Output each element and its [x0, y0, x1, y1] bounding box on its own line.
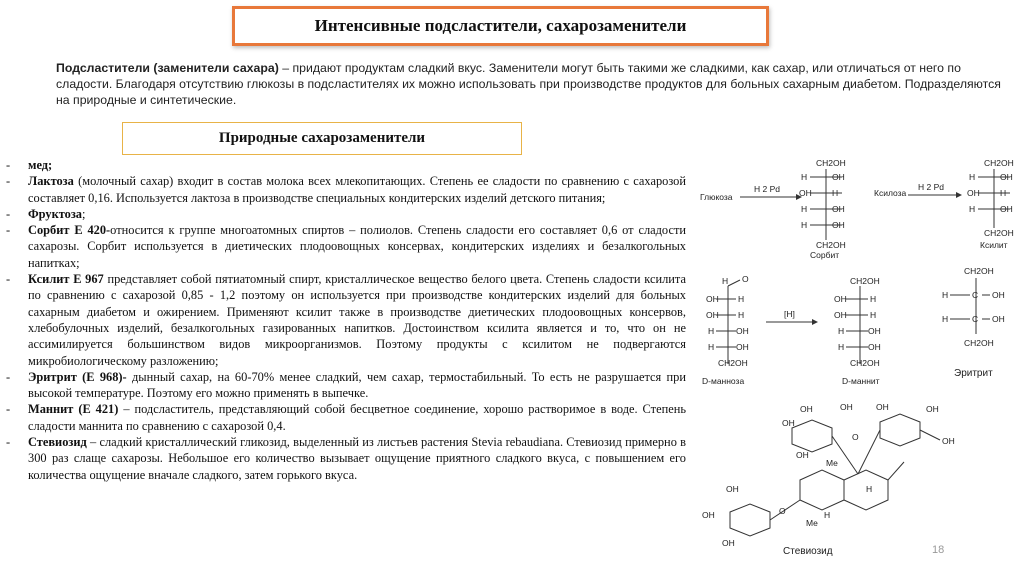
intro-paragraph — [56, 60, 1016, 108]
oh-group: OH — [1000, 204, 1013, 214]
o-atom: O — [779, 506, 786, 516]
oh-group: OH — [702, 510, 715, 520]
item-name: мед; — [28, 158, 53, 172]
ch2oh-top: CH2OH — [964, 266, 994, 276]
xylose-xylit-scheme — [872, 152, 1022, 252]
list-dash: - — [6, 206, 11, 221]
h-atom: H — [942, 314, 949, 324]
c-atom: C — [972, 314, 979, 324]
slide-title — [232, 6, 769, 46]
bond — [920, 430, 940, 440]
h-atom: H — [824, 510, 831, 520]
intro-bold: Подсластители (заменители сахара) — [56, 61, 279, 75]
oh-group: OH — [726, 484, 739, 494]
item-text: дынный сахар, на 60-70% менее сладкий, чем сахар, термостабильный. То есть не разрушается при высокой температуре. Поэтому его можно применять в выпечке. — [28, 369, 686, 401]
oh-group: OH — [736, 342, 749, 352]
item-name: Стевиозид — [28, 435, 87, 450]
list-dash: - — [6, 369, 11, 384]
erythrit-label: Эритрит — [954, 368, 993, 379]
glucose-label: Глюкоза — [700, 192, 733, 202]
h-atom: H — [838, 342, 845, 352]
item-text: представляет собой пятиатомный спирт, кристаллическое вещество белого цвета. Степень сладости ксилита по сравнению с сахарозой 0,85 - 1,2 поэтому он используется при производстве кондитерских изделий для больных сахарным диабетом и ожирением. Применяют ксилит также в производстве диетических плодоовощных консервов, хлебобулочных изделий, безалкогольных газированных напитков. Достоинством ксилита является и то, что он не ассимилируется большинством видов микроорганизмов. Поэтому продукты с ксилитом не подвергаются микробиологическому разложению; — [28, 272, 686, 368]
page-number: 18 — [932, 544, 945, 556]
item-name: Эритрит (Е 968)- — [28, 369, 127, 384]
o-atom: O — [852, 432, 859, 442]
oh-group: OH — [992, 290, 1005, 300]
ch2oh-top: CH2OH — [984, 158, 1014, 168]
ch2oh-top: CH2OH — [850, 276, 880, 286]
list-item — [6, 271, 686, 369]
h-atom: H — [801, 172, 808, 182]
list-dash: - — [6, 272, 11, 287]
oh-group: OH — [840, 402, 853, 412]
h-atom: H — [870, 310, 877, 320]
mannose-label: D-манноза — [702, 376, 745, 386]
h-atom: H — [838, 326, 845, 336]
steviozid-structure — [700, 400, 970, 548]
h-atom: H — [870, 294, 877, 304]
h-atom: H — [801, 204, 808, 214]
o-atom: O — [742, 274, 749, 284]
bond — [888, 462, 904, 480]
oh-group: OH — [876, 402, 889, 412]
item-name: Маннит (Е 421) — [28, 402, 119, 417]
list-dash: - — [6, 223, 11, 238]
bond — [858, 430, 880, 474]
intro-text: – придают продуктам сладкий вкус. Заменители могут быть такими же сладкими, как сахар, или отличаться от него по сладости. Благодаря отсутствию глюкозы в подсластителях их можно использовать при производстве продуктов для больных сахарным диабетом. Подразделяются на природные и синтетические. — [56, 61, 1001, 107]
oh-group: OH — [834, 294, 847, 304]
item-name: Фруктоза — [28, 206, 82, 221]
sorbit-label: Сорбит — [810, 250, 840, 260]
ch2oh-bottom: CH2OH — [984, 228, 1014, 238]
list-item — [6, 434, 686, 483]
h-atom: H — [832, 188, 839, 198]
oh-group: OH — [736, 326, 749, 336]
oh-group: OH — [722, 538, 735, 548]
methyl-group: Me — [826, 458, 838, 468]
c-atom: C — [972, 290, 979, 300]
h-atom: H — [969, 204, 976, 214]
steviozid-label: Стевиозид — [783, 546, 833, 557]
oh-group: OH — [706, 294, 719, 304]
h-reduction-label: [H] — [784, 309, 795, 319]
mannose-mannit-scheme — [700, 272, 900, 392]
list-dash: - — [6, 435, 11, 450]
ch2oh-bottom: CH2OH — [964, 338, 994, 348]
list-item — [6, 173, 686, 206]
item-name: Сорбит Е 420- — [28, 223, 111, 238]
sweeteners-list — [6, 157, 686, 483]
bond — [728, 280, 740, 286]
ch2oh-bottom: CH2OH — [850, 358, 880, 368]
list-item — [6, 401, 686, 434]
list-item — [6, 157, 686, 173]
h-atom: H — [708, 326, 715, 336]
h-atom: H — [722, 276, 729, 286]
oh-group: OH — [942, 436, 955, 446]
h-atom: H — [801, 220, 808, 230]
oh-group: OH — [868, 326, 881, 336]
oh-group: OH — [706, 310, 719, 320]
item-text: (молочный сахар) входит в состав молока всех млекопитающих. Степень ее сладости по сравнению с сахарозой составляет 0,16. Используется лактоза в производстве специальных кондитерских изделий детского питания; — [28, 174, 686, 205]
item-text: – сладкий кристаллический гликозид, выделенный из листьев растения Stevia rebaudiana. Стевиозид примерно в 300 раз слаще сахарозы. Небольшое его количество вызывает ощущение приятного сладкого вкуса, с повышением его количества ощущение вначале сладкого, затем горького вкуса. — [28, 435, 686, 482]
methyl-group: Me — [806, 518, 818, 528]
h-atom: H — [738, 294, 745, 304]
item-name: Лактоза — [28, 174, 74, 189]
list-dash: - — [6, 174, 11, 189]
oh-group: OH — [796, 450, 809, 460]
slide-title-text: Интенсивные подсластители, сахарозаменители — [314, 16, 687, 35]
section-title-text: Природные сахарозаменители — [218, 130, 426, 146]
glucose-ring-bottom — [730, 504, 770, 536]
oh-group: OH — [992, 314, 1005, 324]
arrow-head — [812, 319, 818, 325]
item-text: относится к группе многоатомных спиртов – полиолов. Степень сладости его составляет 0,6 от сладости сахарозы. Сорбит используется в диетических плодоовощных консервах, кондитерских изделиях и безалкогольных напитках; — [28, 223, 686, 270]
list-dash: - — [6, 402, 11, 417]
h-atom: H — [708, 342, 715, 352]
arrow-head — [956, 192, 962, 198]
list-item — [6, 369, 686, 402]
ch2oh-bottom: CH2OH — [816, 240, 846, 250]
oh-group: OH — [926, 404, 939, 414]
h2pd-label: H 2 Pd — [918, 182, 944, 192]
xylit-label: Ксилит — [980, 240, 1008, 250]
oh-group: OH — [834, 310, 847, 320]
erythrit-formula — [930, 262, 1020, 357]
oh-group: OH — [782, 418, 795, 428]
section-title — [122, 122, 522, 155]
glucose-ring-top-right — [880, 414, 920, 446]
h-atom: H — [1000, 188, 1007, 198]
list-item — [6, 222, 686, 271]
ch2oh-top: CH2OH — [816, 158, 846, 168]
oh-group: OH — [832, 172, 845, 182]
item-text: ; — [82, 206, 86, 221]
oh-group: OH — [799, 188, 812, 198]
mannit-label: D-маннит — [842, 376, 880, 386]
item-name: Ксилит Е 967 — [28, 272, 104, 287]
oh-group: OH — [800, 404, 813, 414]
oh-group: OH — [967, 188, 980, 198]
h-atom: H — [866, 484, 873, 494]
item-text: – подсластитель, представляющий собой бесцветное соединение, хорошо растворимое в воде. Степень сладости маннита по сравнению с сахарозой 0,4. — [28, 402, 686, 433]
oh-group: OH — [832, 220, 845, 230]
h-atom: H — [942, 290, 949, 300]
glucose-ring-top-left — [792, 420, 832, 452]
ch2oh-bottom: CH2OH — [718, 358, 748, 368]
h2pd-label: H 2 Pd — [754, 184, 780, 194]
glucose-sorbit-scheme — [698, 152, 868, 260]
h-atom: H — [738, 310, 745, 320]
list-dash: - — [6, 158, 11, 172]
h-atom: H — [969, 172, 976, 182]
xylose-label: Ксилоза — [874, 188, 907, 198]
oh-group: OH — [832, 204, 845, 214]
oh-group: OH — [1000, 172, 1013, 182]
steroid-ring-1 — [800, 470, 844, 510]
oh-group: OH — [868, 342, 881, 352]
list-item — [6, 206, 686, 222]
